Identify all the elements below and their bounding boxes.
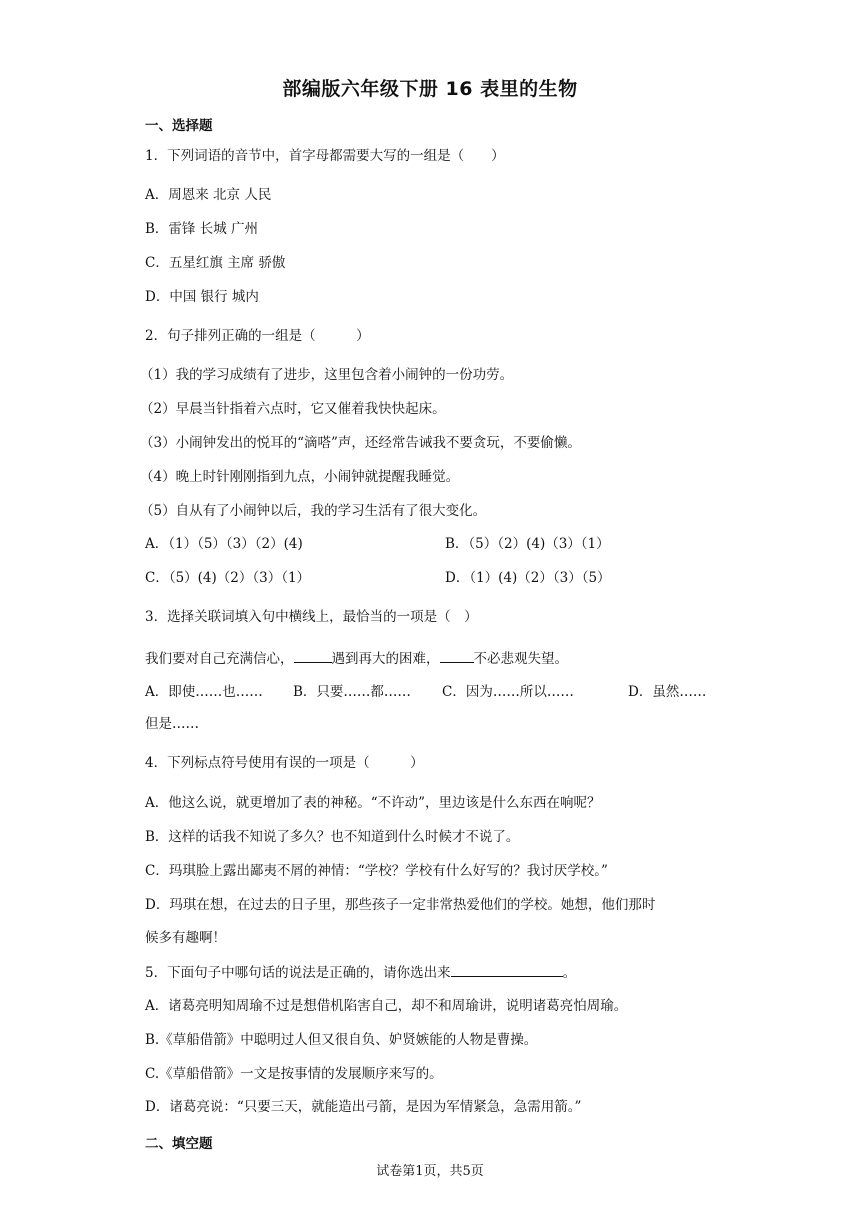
question-1-stem: 1．下列词语的音节中，首字母都需要大写的一组是（ ） <box>145 148 505 164</box>
question-2-option-a: A．（1）（5）（3）（2）(4) <box>145 536 303 552</box>
question-2-option-c: C．（5）(4)（2）（3）（1） <box>145 570 311 586</box>
question-5-option-c: C.《草船借箭》一文是按事情的发展顺序来写的。 <box>145 1066 443 1082</box>
question-4-option-d-continued: 候多有趣啊！ <box>145 930 226 946</box>
section-heading-choice: 一、选择题 <box>145 118 213 134</box>
question-3-blank-1 <box>294 648 332 663</box>
question-3-option-a: A．即使……也…… <box>145 684 263 700</box>
question-2-sentence-4: （4）晚上时针刚刚指到九点，小闹钟就提醒我睡觉。 <box>140 469 460 485</box>
question-2-sentence-5: （5）自从有了小闹钟以后，我的学习生活有了很大变化。 <box>140 503 487 519</box>
question-3-option-d-continued: 但是…… <box>145 716 199 732</box>
question-3-options <box>145 682 706 702</box>
question-4-stem: 4．下列标点符号使用有误的一项是（ ） <box>145 755 424 771</box>
page-footer: 试卷第1页，共5页 <box>376 1164 484 1179</box>
question-5-stem-end: 。 <box>562 965 577 981</box>
question-4-option-d: D．玛琪在想，在过去的日子里，那些孩子一定非常热爱他们的学校。她想，他们那时 <box>145 897 656 913</box>
question-2-sentence-1: （1）我的学习成绩有了进步，这里包含着小闹钟的一份功劳。 <box>140 367 514 383</box>
question-3-option-d: D．虽然…… <box>628 684 707 700</box>
question-1-option-a: A．周恩来 北京 人民 <box>145 187 272 203</box>
question-2-option-d: D．（1）(4)（2）（3）（5） <box>445 570 611 586</box>
question-4-option-a: A．他这么说，就更增加了表的神秘。“不许动”，里边该是什么东西在响呢？ <box>145 795 601 811</box>
question-2-sentence-3: （3）小闹钟发出的悦耳的“滴嗒”声，还经常告诫我不要贪玩，不要偷懒。 <box>140 435 581 451</box>
question-5-stem-text: 5．下面句子中哪句话的说法是正确的，请你选出来 <box>145 965 451 981</box>
question-5-option-a: A．诸葛亮明知周瑜不过是想借机陷害自己，却不和周瑜讲，说明诸葛亮怕周瑜。 <box>145 998 628 1014</box>
question-3-blank-2 <box>440 648 474 663</box>
question-2-option-b: B．（5）（2）(4)（3）（1） <box>445 536 610 552</box>
question-2-stem: 2．句子排列正确的一组是（ ） <box>145 328 370 344</box>
question-1-option-c: C．五星红旗 主席 骄傲 <box>145 255 286 271</box>
question-5-stem <box>145 962 576 983</box>
question-3-option-b: B．只要……都…… <box>293 684 411 700</box>
question-5-option-d: D．诸葛亮说：“只要三天，就能造出弓箭，是因为军情紧急，急需用箭。” <box>145 1099 582 1115</box>
section-heading-fill: 二、填空题 <box>145 1136 213 1152</box>
question-3-sentence-part-3: 不必悲观失望。 <box>473 651 568 667</box>
question-3-sentence-part-1: 我们要对自己充满信心， <box>145 651 294 667</box>
question-2-sentence-2: （2）早晨当针指着六点时，它又催着我快快起床。 <box>140 401 446 417</box>
question-3-stem: 3．选择关联词填入句中横线上，最恰当的一项是（ ） <box>145 609 478 625</box>
question-3-sentence <box>145 648 568 669</box>
question-4-option-b: B．这样的话我不知说了多久？也不知道到什么时候才不说了。 <box>145 829 520 845</box>
question-1-option-b: B．雷锋 长城 广州 <box>145 221 259 237</box>
question-5-answer-blank[interactable] <box>451 962 563 977</box>
question-1-option-d: D．中国 银行 城内 <box>145 289 259 305</box>
question-3-option-c: C．因为……所以…… <box>442 684 574 700</box>
question-3-sentence-part-2: 遇到再大的困难， <box>331 651 440 667</box>
page-title: 部编版六年级下册 16 表里的生物 <box>282 78 578 100</box>
question-5-option-b: B.《草船借箭》中聪明过人但又很自负、妒贤嫉能的人物是曹操。 <box>145 1032 538 1048</box>
question-4-option-c: C．玛琪脸上露出鄙夷不屑的神情：“学校？学校有什么好写的？我讨厌学校。” <box>145 863 608 879</box>
